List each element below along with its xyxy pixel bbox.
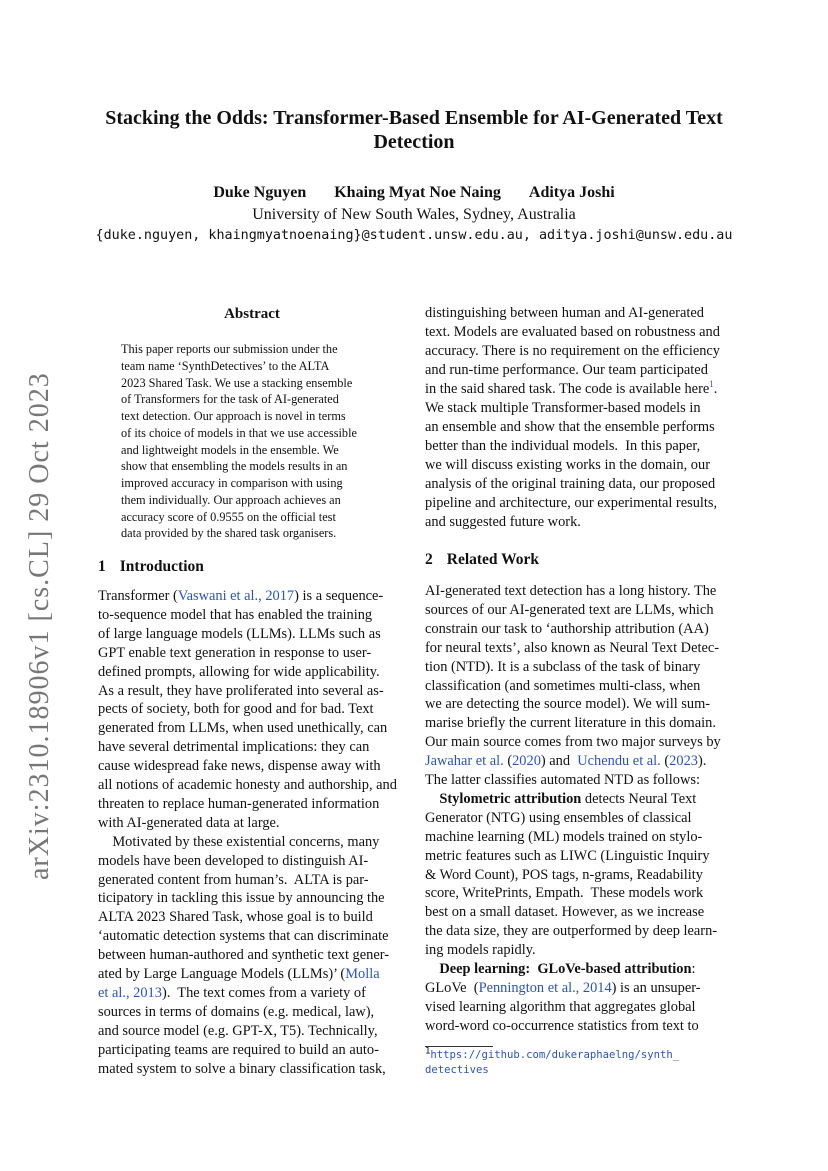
text-line — [98, 795, 379, 814]
text-line — [425, 399, 701, 418]
text-run: best on a small dataset. However, as we increase — [425, 904, 705, 921]
text-line — [425, 323, 720, 342]
text-line — [98, 1022, 378, 1041]
text-run: sources in terms of domains (e.g. medical, law), — [98, 1003, 375, 1020]
text-line — [425, 475, 715, 494]
text-line — [98, 700, 374, 719]
text-line — [425, 361, 708, 380]
text-run: machine learning (ML) models trained on stylo- — [425, 828, 703, 845]
text-run: ) is a sequence- — [294, 588, 384, 604]
text-run: and source model (e.g. GPT-X, T5). Technically, — [98, 1022, 378, 1039]
text-line — [425, 733, 721, 752]
text-run: AI-generated text detection has a long history. The — [425, 583, 717, 599]
text-run: . — [713, 381, 718, 397]
text-line — [425, 903, 704, 922]
section-heading-introduction — [98, 558, 204, 576]
text-line — [425, 941, 536, 960]
text-run: ). — [697, 753, 707, 770]
text-line — [98, 852, 368, 871]
text-line — [98, 606, 372, 625]
footnote-ref[interactable]: 1 — [709, 379, 714, 390]
text-run: cause widespread fake news, dispense away with — [98, 758, 381, 775]
text-run: ticipatory in tackling this issue by announcing the — [98, 890, 385, 907]
text-run: ) is an unsuper- — [611, 979, 701, 996]
abstract-line: of Transformers for the task of AI-generated — [121, 392, 339, 407]
text-run: threaten to replace human-generated information — [98, 795, 380, 812]
text-run: we will discuss existing works in the domain, our — [425, 457, 710, 473]
author-emails: {duke.nguyen, khaingmyatnoenaing}@student.unsw.edu.au, aditya.joshi@unsw.edu.au — [95, 228, 733, 243]
text-line — [98, 757, 381, 776]
text-run: with AI-generated data at large. — [98, 814, 280, 831]
text-run: generated content from human’s. ALTA is par- — [98, 871, 369, 888]
text-line — [425, 695, 710, 714]
text-run: between human-authored and synthetic text gener- — [98, 947, 390, 964]
abstract-heading: Abstract — [224, 306, 280, 322]
text-run: we are detecting the source model). We will sum- — [425, 696, 711, 713]
text-line — [425, 714, 716, 733]
section-number: 2 — [425, 551, 433, 568]
text-run: an ensemble and show that the ensemble performs — [425, 419, 715, 435]
text-line — [425, 922, 717, 941]
text-line — [425, 677, 700, 696]
text-run: vised learning algorithm that aggregates global — [425, 998, 696, 1015]
text-run: and run-time performance. Our team participated — [425, 362, 708, 378]
text-line — [425, 342, 720, 361]
text-run: Our main source comes from two major surveys by — [425, 734, 721, 751]
abstract-line: This paper reports our submission under the — [121, 342, 338, 356]
bold-run-in: Stylometric attribution — [425, 790, 582, 807]
text-line — [425, 866, 703, 885]
text-run: models have been developed to distinguish AI- — [98, 852, 369, 869]
text-line — [425, 658, 700, 677]
text-run: analysis of the original training data, our proposed — [425, 476, 716, 492]
text-line — [425, 1017, 699, 1036]
text-run: Transformer ( — [98, 588, 178, 604]
text-line — [98, 889, 385, 908]
text-line — [425, 380, 717, 399]
text-run: score, WritePrints, Empath. These models work — [425, 885, 704, 902]
text-run: metric features such as LIWC (Linguistic Inquiry — [425, 847, 710, 864]
text-run: ). The text comes from a variety of — [161, 984, 366, 1001]
text-line — [425, 513, 581, 532]
text-run: & Word Count), POS tags, n-grams, Readability — [425, 866, 703, 883]
text-run: participating teams are required to build an auto- — [98, 1041, 379, 1058]
text-run: The latter classifies automated NTD as follows: — [425, 772, 700, 788]
text-line — [98, 927, 389, 946]
text-line — [425, 601, 714, 620]
paper-title: Stacking the Odds: Transformer-Based Ensemble for AI-Generated Text Detection — [105, 107, 723, 153]
text-run: for neural texts’, also known as Neural Text Detec- — [425, 639, 720, 656]
text-line — [425, 418, 715, 437]
text-line — [425, 828, 702, 847]
text-run: ing models rapidly. — [425, 942, 536, 959]
text-line — [98, 682, 384, 701]
text-run: ‘automatic detection systems that can discriminate — [98, 928, 389, 945]
text-line — [425, 456, 710, 475]
text-run: have several detrimental implications: they can — [98, 739, 370, 756]
text-run: marise briefly the current literature in this domain. — [425, 715, 716, 732]
text-run: GPT enable text generation in response to user- — [98, 644, 372, 661]
text-line — [98, 984, 366, 1003]
text-line — [98, 663, 380, 682]
text-line — [98, 625, 381, 644]
section-title: Introduction — [119, 558, 204, 575]
text-line — [98, 1060, 386, 1079]
text-run: As a result, they have proliferated into several as- — [98, 682, 384, 699]
text-run: pects of society, both for good and for bad. Text — [98, 701, 374, 718]
abstract-line: them individually. Our approach achieves an — [121, 492, 341, 507]
text-line — [98, 833, 379, 852]
text-run: ated by Large Language Models (LLMs)’ ( — [98, 966, 346, 982]
text-line — [425, 847, 710, 866]
text-run: pipeline and architecture, our experimental results, — [425, 495, 718, 511]
text-line — [98, 871, 369, 890]
text-run: tion (NTD). It is a subclass of the task of binary — [425, 658, 701, 675]
text-run: distinguishing between human and AI-generated — [425, 305, 704, 321]
abstract-line: accuracy score of 0.9555 on the official test — [121, 509, 336, 524]
text-line — [425, 790, 696, 809]
text-run: in the said shared task. The code is available here — [425, 381, 710, 397]
text-run: generated from LLMs, when used unethically, can — [98, 720, 388, 737]
text-run: to-sequence model that has enabled the training — [98, 606, 373, 623]
bold-run-in: Deep learning: GLoVe-based attribution — [425, 961, 692, 977]
section-heading-related-work — [425, 551, 539, 569]
text-run: We stack multiple Transformer-based models in — [425, 400, 701, 416]
text-run: better than the individual models. In this paper, — [425, 438, 701, 454]
text-line — [425, 998, 696, 1017]
abstract-line: and lightweight models in the ensemble. We — [121, 442, 339, 457]
abstract-line: of its choice of models in that we use accessible — [121, 425, 357, 440]
text-line — [98, 776, 397, 795]
text-run: all notions of academic honesty and authorship, and — [98, 777, 397, 793]
text-run: : — [691, 961, 696, 977]
footnote-rule — [425, 1046, 493, 1047]
text-line — [98, 587, 383, 606]
text-line — [98, 908, 373, 927]
text-run: Motivated by these existential concerns, many — [98, 833, 380, 850]
text-run: Generator (NTG) using ensembles of classical — [425, 809, 692, 826]
text-line — [98, 644, 371, 663]
citation-link[interactable]: Vaswani et al., 2017 — [177, 588, 295, 604]
text-run: text. Models are evaluated based on robustness and — [425, 324, 720, 340]
footnote-url-part1[interactable]: https://github.com/dukeraphaelng/synth_ — [430, 1049, 680, 1061]
text-line — [425, 809, 692, 828]
footnote-url[interactable] — [425, 1048, 679, 1063]
text-run: word-word co-occurrence statistics from text to — [425, 1017, 699, 1034]
text-run: ALTA 2023 Shared Task, whose goal is to build — [98, 909, 373, 926]
text-run: sources of our AI-generated text are LLMs, which — [425, 601, 714, 618]
text-line — [425, 771, 700, 790]
abstract-line: text detection. Our approach is novel in terms — [121, 409, 346, 423]
text-line — [425, 494, 717, 513]
abstract-line: improved accuracy in comparison with using — [121, 476, 343, 490]
citation-link[interactable]: Pennington et al., 2014 — [478, 979, 612, 996]
text-line — [425, 437, 700, 456]
abstract-line: 2023 Shared Task. We use a stacking ensemble — [121, 375, 353, 390]
text-run: constrain our task to ‘authorship attribution (AA) — [425, 620, 709, 637]
text-line — [425, 752, 706, 771]
section-number: 1 — [98, 558, 106, 575]
text-run: defined prompts, allowing for wide applicability. — [98, 663, 380, 680]
text-line — [98, 814, 280, 833]
text-line — [98, 719, 387, 738]
author-name: Khaing Myat Noe Naing — [334, 184, 501, 201]
citation-link[interactable]: et al., 2013 — [98, 984, 162, 1001]
text-line — [425, 979, 701, 998]
text-run: GLoVe ( — [425, 979, 479, 996]
text-run: classification (and sometimes multi-class, when — [425, 677, 701, 694]
author-list — [0, 184, 828, 202]
arxiv-stamp: arXiv:2310.18906v1 [cs.CL] 29 Oct 2023 — [24, 372, 55, 880]
section-title: Related Work — [446, 551, 540, 568]
citation-link[interactable]: 2020 — [512, 753, 541, 770]
abstract-line: show that ensembling the models results in an — [121, 459, 348, 474]
text-line — [425, 639, 719, 658]
citation-link[interactable]: Molla — [345, 966, 380, 982]
citation-link[interactable]: 2023 — [669, 753, 698, 770]
text-line — [425, 582, 716, 601]
citation-link[interactable]: Jawahar et al. — [425, 753, 504, 770]
text-line — [425, 960, 696, 979]
text-run: mated system to solve a binary classification task, — [98, 1060, 386, 1077]
text-run: ( — [503, 753, 513, 770]
text-run: accuracy. There is no requirement on the efficiency — [425, 343, 720, 359]
text-line — [425, 884, 703, 903]
text-line — [98, 1041, 379, 1060]
text-run: detects Neural Text — [581, 790, 697, 807]
author-name: Duke Nguyen — [213, 184, 307, 201]
text-run: ) and — [540, 753, 578, 770]
abstract-line: team name ‘SynthDetectives’ to the ALTA — [121, 358, 330, 373]
footnote-mark: 1 — [425, 1046, 431, 1057]
text-run: the data size, they are outperformed by deep learn- — [425, 923, 718, 940]
footnote-url-continued[interactable]: detectives — [425, 1064, 489, 1076]
text-run: and suggested future work. — [425, 514, 581, 530]
citation-link[interactable]: Uchendu et al. — [577, 753, 661, 770]
text-line — [98, 738, 369, 757]
text-line — [98, 946, 389, 965]
abstract-line: data provided by the shared task organisers. — [121, 526, 337, 541]
text-line — [98, 965, 380, 984]
text-run: of large language models (LLMs). LLMs such as — [98, 625, 381, 642]
affiliation: University of New South Wales, Sydney, Australia — [252, 206, 576, 223]
text-line — [425, 304, 704, 323]
author-name: Aditya Joshi — [528, 184, 615, 201]
text-line — [425, 620, 709, 639]
text-run: ( — [660, 753, 670, 770]
text-line — [98, 1003, 374, 1022]
